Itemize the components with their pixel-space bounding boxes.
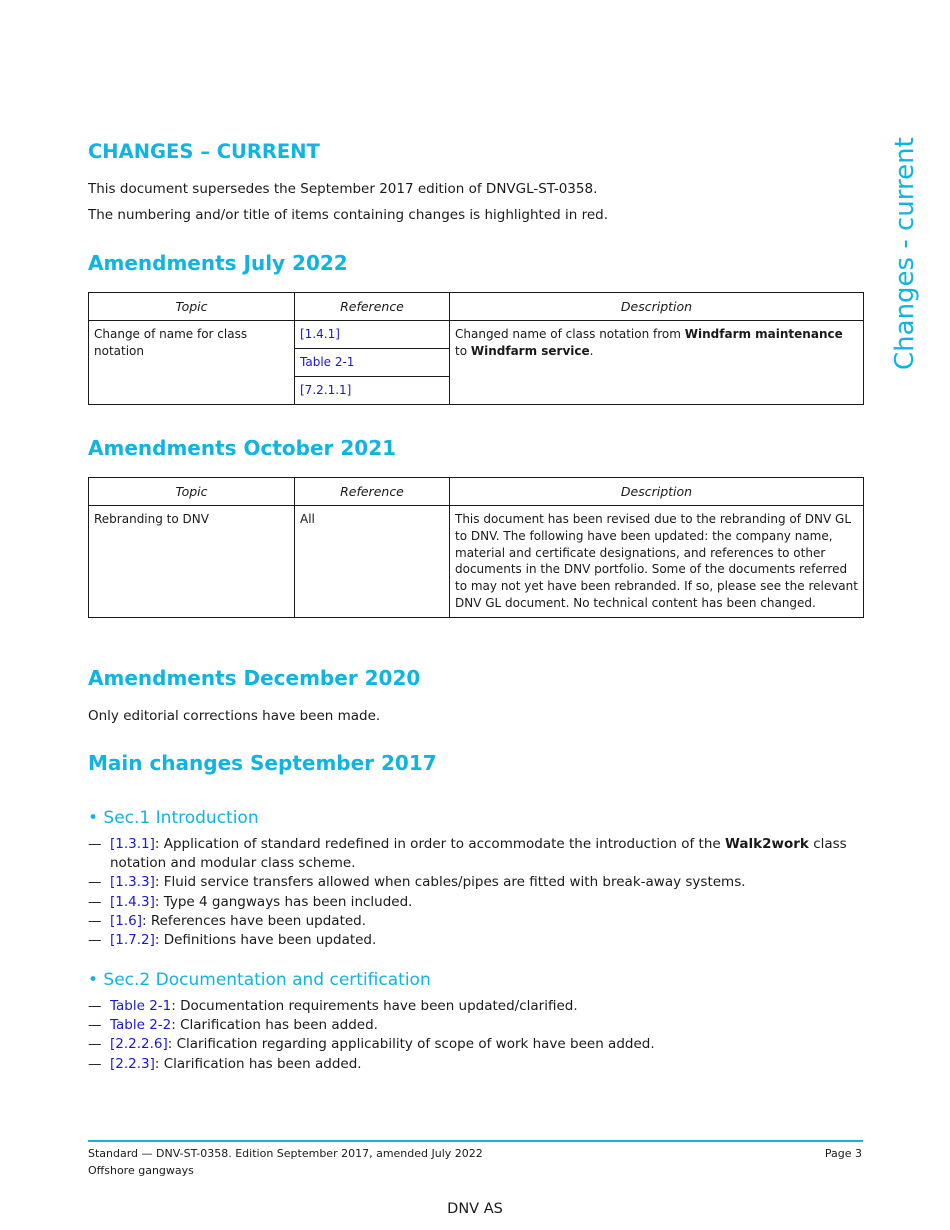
document-owner: DNV AS bbox=[447, 1201, 503, 1217]
dash-bullet: — bbox=[88, 1036, 102, 1053]
list-item bbox=[88, 1016, 858, 1035]
list-item bbox=[88, 931, 858, 950]
col-header-description: Description bbox=[450, 293, 864, 321]
list-item bbox=[88, 873, 858, 892]
reference-link[interactable]: [7.2.1.1] bbox=[300, 383, 352, 397]
list-item bbox=[88, 893, 858, 912]
desc-text: . bbox=[589, 343, 594, 358]
item-text: : Application of standard redefined in order to accommodate the introduction of the bbox=[154, 836, 725, 852]
item-text: class notation and modular class scheme. bbox=[110, 836, 847, 872]
heading-main-changes-sep-2017: Main changes September 2017 bbox=[88, 751, 437, 775]
desc-old-notation: Windfarm maintenance bbox=[684, 327, 843, 341]
list-item bbox=[88, 997, 858, 1016]
sidebar-section-label: Changes - current bbox=[890, 137, 920, 370]
reference-link[interactable]: [1.4.1] bbox=[295, 321, 449, 349]
topic-cell: Rebranding to DNV bbox=[89, 506, 295, 618]
col-header-reference: Reference bbox=[295, 293, 450, 321]
section-heading-sec2: • Sec.2 Documentation and certification bbox=[88, 970, 431, 990]
col-header-description: Description bbox=[450, 478, 864, 506]
item-text: : Type 4 gangways has been included. bbox=[154, 893, 413, 910]
desc-new-notation: Windfarm service bbox=[470, 343, 590, 358]
item-text: : Clarification has been added. bbox=[154, 1055, 362, 1072]
desc-text: to bbox=[455, 343, 471, 358]
intro-supersedes: This document supersedes the September 2017 edition of DNVGL-ST-0358. bbox=[88, 181, 598, 197]
page-number: Page 3 bbox=[824, 1147, 862, 1160]
reference-link[interactable]: Table 2-2 bbox=[110, 1017, 172, 1034]
reference-link[interactable]: [1.3.1] bbox=[110, 836, 155, 852]
table-row bbox=[89, 506, 864, 618]
table-amendments-oct-2021 bbox=[88, 477, 864, 618]
col-header-reference: Reference bbox=[295, 478, 450, 506]
dash-bullet: — bbox=[88, 998, 102, 1014]
item-text: : Clarification regarding applicability of scope of work have been added. bbox=[167, 1036, 655, 1053]
col-header-topic: Topic bbox=[89, 478, 295, 506]
footer-document-info bbox=[88, 1146, 483, 1179]
list-item bbox=[88, 1055, 858, 1074]
list-item bbox=[88, 912, 858, 931]
item-text: : Documentation requirements have been updated/clarified. bbox=[171, 998, 578, 1014]
dash-bullet: — bbox=[88, 893, 102, 910]
dash-bullet: — bbox=[88, 1055, 102, 1072]
item-bold: Walk2work bbox=[725, 836, 809, 852]
table-row bbox=[89, 321, 864, 405]
item-text: : Fluid service transfers allowed when cables/pipes are fitted with break-away systems. bbox=[154, 874, 746, 891]
page-title: CHANGES – CURRENT bbox=[88, 140, 320, 163]
reference-link[interactable]: [2.2.2.6] bbox=[110, 1036, 168, 1053]
reference-link[interactable]: [2.2.3] bbox=[110, 1055, 155, 1072]
topic-cell: Change of name for class notation bbox=[89, 321, 295, 405]
table-amendments-jul-2022 bbox=[88, 292, 864, 405]
reference-cell bbox=[295, 321, 450, 405]
dash-bullet: — bbox=[88, 1017, 102, 1034]
desc-text: Changed name of class notation from bbox=[455, 327, 685, 341]
description-cell bbox=[450, 321, 864, 405]
item-text: : Definitions have been updated. bbox=[154, 932, 377, 949]
col-header-topic: Topic bbox=[89, 293, 295, 321]
reference-link[interactable]: [1.4.3] bbox=[110, 893, 155, 910]
reference-link[interactable]: [1.7.2] bbox=[110, 932, 155, 949]
reference-link[interactable]: [1.3.3] bbox=[110, 874, 155, 891]
heading-amendments-dec-2020: Amendments December 2020 bbox=[88, 666, 421, 690]
reference-link[interactable]: Table 2-1 bbox=[110, 998, 172, 1014]
dash-bullet: — bbox=[88, 912, 102, 929]
reference-cell: All bbox=[295, 506, 450, 618]
dash-bullet: — bbox=[88, 932, 102, 949]
item-text: : References have been updated. bbox=[142, 912, 367, 929]
item-text: : Clarification has been added. bbox=[171, 1017, 378, 1034]
footer-title-line: Offshore gangways bbox=[88, 1163, 194, 1177]
footer-divider bbox=[88, 1140, 863, 1142]
description-cell: This document has been revised due to the rebranding of DNV GL to DNV. The following have been updated: the company name, material and certificate designations, and references to other documents in the DNV portfolio. Some of the documents referred to may not yet have been rebranded. If so, please see the relevant DNV GL document. No technical content has been changed. bbox=[450, 506, 864, 618]
intro-highlight-note: The numbering and/or title of items containing changes is highlighted in red. bbox=[88, 207, 609, 223]
reference-link[interactable]: Table 2-1 bbox=[295, 349, 449, 377]
dash-bullet: — bbox=[88, 874, 102, 891]
heading-amendments-jul-2022: Amendments July 2022 bbox=[88, 251, 348, 275]
section-heading-sec1: • Sec.1 Introduction bbox=[88, 808, 259, 828]
reference-link[interactable]: [1.6] bbox=[110, 912, 143, 929]
dash-bullet: — bbox=[88, 836, 102, 852]
heading-amendments-oct-2021: Amendments October 2021 bbox=[88, 436, 397, 460]
sec2-change-list bbox=[88, 997, 858, 1074]
list-item bbox=[88, 835, 858, 873]
footer-standard-line: Standard — DNV-ST-0358. Edition September 2017, amended July 2022 bbox=[88, 1147, 483, 1160]
dec-2020-note: Only editorial corrections have been made. bbox=[88, 708, 381, 724]
sec1-change-list bbox=[88, 835, 858, 950]
list-item bbox=[88, 1035, 858, 1054]
